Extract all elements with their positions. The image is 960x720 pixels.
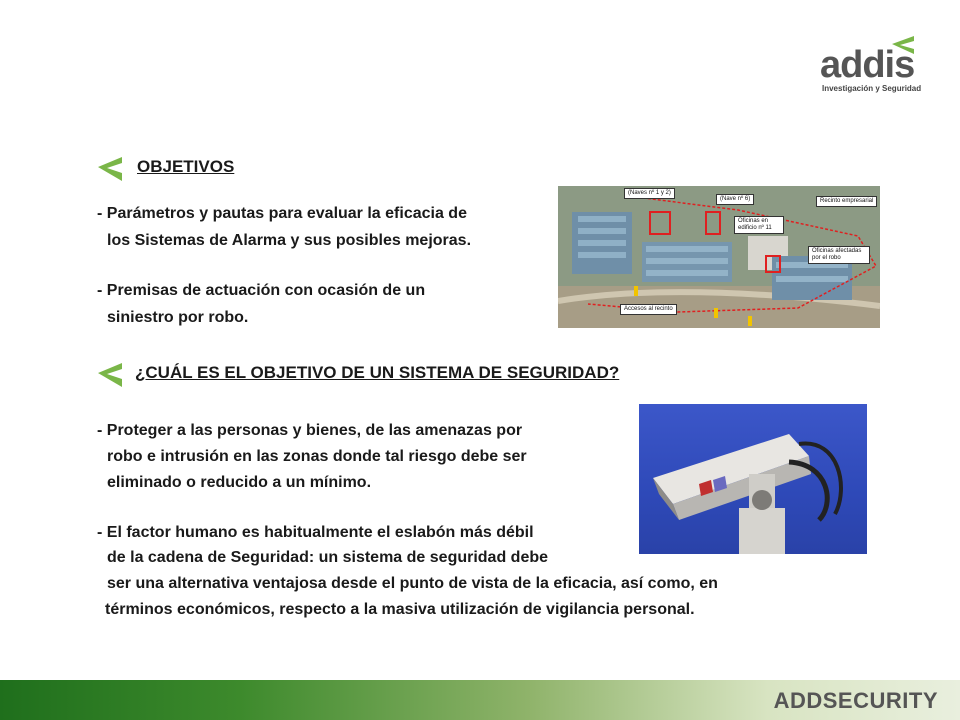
callout-label: (Naves nº 1 y 2)	[624, 188, 675, 199]
objectives-heading: OBJETIVOS	[137, 157, 235, 176]
objective-line: - Parámetros y pautas para evaluar la eficacia de	[97, 205, 467, 222]
callout-label: Oficinas afectadas por el robo	[808, 246, 870, 264]
body-line: - El factor humano es habitualmente el eslabón más débil	[97, 524, 534, 541]
security-camera-photo	[639, 404, 867, 554]
callout-label: Recinto empresarial	[816, 196, 877, 207]
objective-line: los Sistemas de Alarma y sus posibles mejoras.	[107, 232, 472, 249]
body-line: robo e intrusión en las zonas donde tal riesgo debe ser	[107, 448, 527, 465]
section-bullet-icon	[94, 359, 126, 391]
footer-brand: ADDSECURITY	[773, 688, 938, 713]
callout-label: (Nave nº 6)	[716, 194, 754, 205]
body-line: - Proteger a las personas y bienes, de las amenazas por	[97, 422, 523, 439]
body-line: ser una alternativa ventajosa desde el punto de vista de la eficacia, así como, en	[107, 575, 718, 592]
objective-line: siniestro por robo.	[107, 309, 249, 326]
body-line: de la cadena de Seguridad: un sistema de seguridad debe	[107, 549, 549, 566]
body-line: eliminado o reducido a un mínimo.	[107, 474, 372, 491]
logo-wordmark: addis	[820, 44, 915, 86]
body-line: términos económicos, respecto a la masiva utilización de vigilancia personal.	[105, 601, 695, 618]
objective-line: - Premisas de actuación con ocasión de un	[97, 282, 426, 299]
callout-label: Oficinas en edificio nº 11	[734, 216, 784, 234]
logo-tagline: Investigación y Seguridad	[822, 84, 922, 93]
callout-label: Accesos al recinto	[620, 304, 677, 315]
aerial-site-photo	[558, 186, 880, 328]
security-objective-heading: ¿CUÁL ES EL OBJETIVO DE UN SISTEMA DE SEGURIDAD?	[135, 363, 620, 382]
section-bullet-icon	[94, 153, 126, 185]
